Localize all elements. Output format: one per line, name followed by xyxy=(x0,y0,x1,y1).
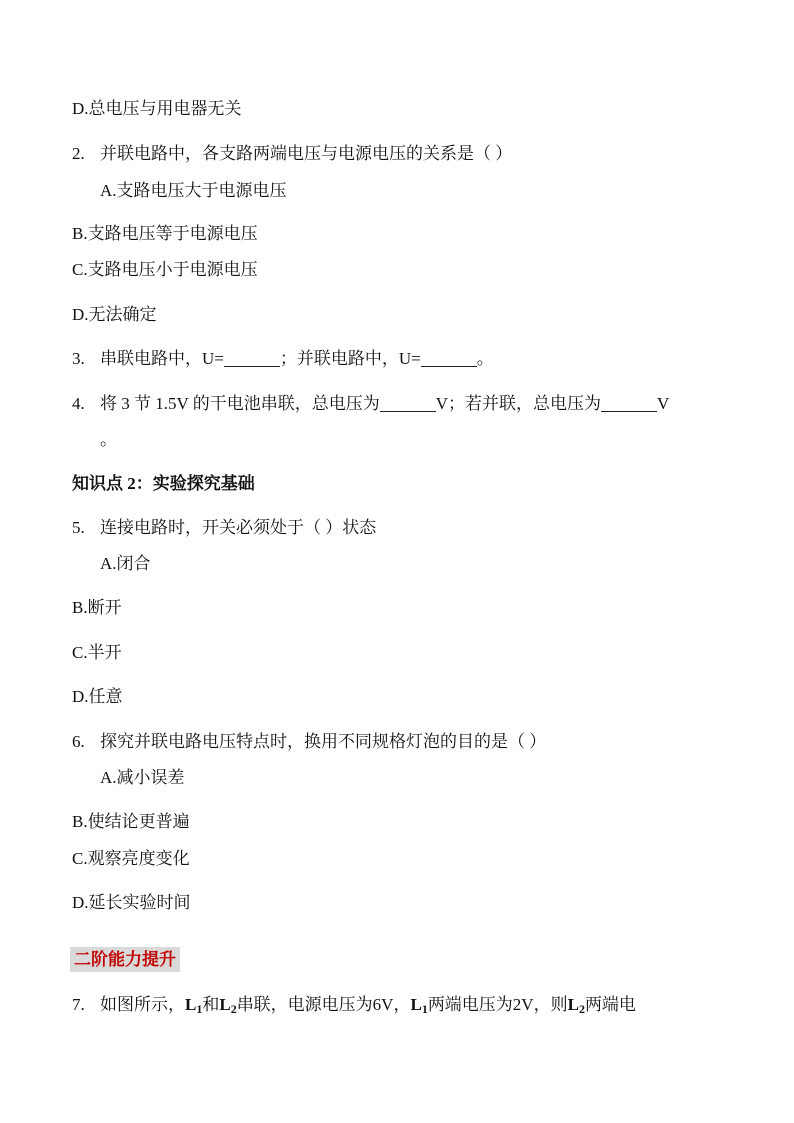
subscript: 1 xyxy=(196,1002,203,1016)
question-number: 3. xyxy=(72,349,85,368)
q2-option-d: D.无法确定 xyxy=(72,305,157,324)
q1-option-d: D.总电压与用电器无关 xyxy=(72,99,242,118)
q2-option-a: A.支路电压大于电源电压 xyxy=(100,181,287,200)
q5-option-b: B.断开 xyxy=(72,598,122,617)
q5-option-d: D.任意 xyxy=(72,687,123,706)
question-text: 并联电路中，各支路两端电压与电源电压的关系是（ ） xyxy=(100,144,513,163)
subscript: 1 xyxy=(421,1002,428,1016)
answer-blank[interactable] xyxy=(224,348,280,367)
answer-blank[interactable] xyxy=(601,393,657,412)
question-text: V；若并联，总电压为 xyxy=(435,394,602,413)
q6-option-a: A.减小误差 xyxy=(100,768,185,787)
question-number: 6. xyxy=(72,732,85,751)
question-text: 串联，电源电压为6V， xyxy=(236,995,411,1014)
subscript: 2 xyxy=(230,1002,237,1016)
question-text: 如图所示， xyxy=(100,995,185,1014)
knowledge-point-heading: 知识点 2：实验探究基础 xyxy=(72,474,255,493)
symbol-l: L xyxy=(567,995,579,1014)
q5-option-a: A.闭合 xyxy=(100,554,151,573)
subscript: 2 xyxy=(578,1002,585,1016)
question-2 xyxy=(72,143,512,165)
q5-option-c: C.半开 xyxy=(72,643,122,662)
q2-option-b: B.支路电压等于电源电压 xyxy=(72,224,258,243)
answer-blank[interactable] xyxy=(421,348,477,367)
question-text: ；并联电路中，U= xyxy=(279,349,421,368)
q6-option-d: D.延长实验时间 xyxy=(72,893,191,912)
section-heading: 二阶能力提升 xyxy=(70,947,180,972)
symbol-l: L xyxy=(185,995,197,1014)
symbol-l: L xyxy=(219,995,231,1014)
q6-option-b: B.使结论更普遍 xyxy=(72,812,190,831)
q2-option-c: C.支路电压小于电源电压 xyxy=(72,260,258,279)
question-4 xyxy=(72,393,669,415)
question-6 xyxy=(72,731,546,753)
question-text: 两端电压为2V，则 xyxy=(427,995,568,1014)
question-text: 和 xyxy=(202,995,220,1014)
question-text: 。 xyxy=(476,349,494,368)
question-text: 将 3 节 1.5V 的干电池串联，总电压为 xyxy=(100,394,380,413)
answer-blank[interactable] xyxy=(380,393,436,412)
symbol-l: L xyxy=(410,995,422,1014)
q6-option-c: C.观察亮度变化 xyxy=(72,849,190,868)
q4-continuation: 。 xyxy=(100,430,117,449)
question-number: 4. xyxy=(72,394,85,413)
question-text: 探究并联电路电压特点时，换用不同规格灯泡的目的是（ ） xyxy=(100,732,547,751)
question-number: 5. xyxy=(72,518,85,537)
question-text: 串联电路中，U= xyxy=(100,349,224,368)
question-text: 连接电路时，开关必须处于（ ）状态 xyxy=(100,518,377,537)
question-text: V xyxy=(657,394,670,413)
question-number: 7. xyxy=(72,995,85,1014)
question-text: 两端电 xyxy=(584,995,636,1014)
question-7 xyxy=(72,994,636,1020)
question-number: 2. xyxy=(72,144,85,163)
question-5 xyxy=(72,517,376,539)
question-3 xyxy=(72,348,494,370)
